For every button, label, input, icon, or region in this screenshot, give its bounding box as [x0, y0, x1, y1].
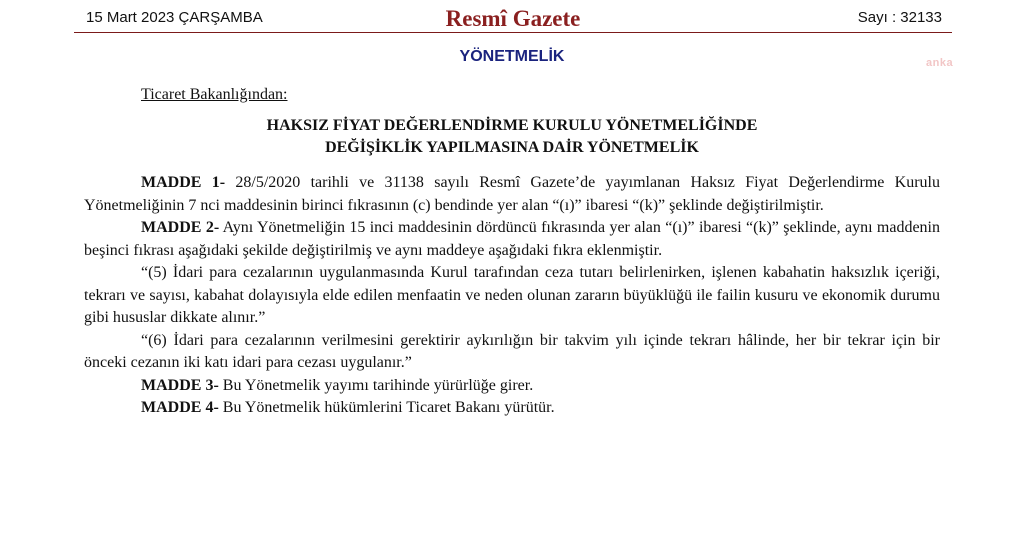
- article-text: Bu Yönetmelik hükümlerini Ticaret Bakanı yürütür.: [218, 399, 555, 416]
- article-paragraph: [84, 375, 940, 398]
- section-heading: YÖNETMELİK: [459, 48, 565, 65]
- article-text: 28/5/2020 tarihli ve 31138 sayılı Resmî Gazete’de yayımlanan Haksız Fiyat Değerlendirme Kurulu Yönetmeliğinin 7 nci maddesinin birinci fıkrasının (c) bendinde yer alan “(ı)” ibaresi “(k)” şeklinde değiştirilmiştir.: [84, 174, 940, 214]
- quoted-clause: [84, 262, 940, 330]
- article-text: Aynı Yönetmeliğin 15 inci maddesinin dördüncü fıkrasında yer alan “(ı)” ibaresi “(k)” şeklinde, aynı maddenin beşinci fıkrası aşağıdaki şekilde değiştirilmiş ve aynı maddeye aşağıdaki fıkra eklenmiştir.: [84, 219, 940, 259]
- clause-text: “(5) İdari para cezalarının uygulanmasında Kurul tarafından ceza tutarı belirlenirken, işlenen kabahatin haksızlık içeriği, tekrarı ve sayısı, kabahat dolayısıyla elde edilen menfaatin ve neden olunan zararın büyüklüğü ile failin kusuru ve ekonomik durumu gibi hususlar dikkate alınır.”: [84, 264, 940, 326]
- article-paragraph: [84, 172, 940, 217]
- clause-text: “(6) İdari para cezalarının verilmesini gerektirir aykırılığın bir takvim yılı içinde tekrarı hâlinde, her bir tekrar için bir önceki cezanın iki katı idari para cezası uygulanır.”: [84, 331, 940, 371]
- regulation-body: [84, 172, 940, 420]
- article-label: MADDE 3-: [141, 376, 219, 394]
- issuing-ministry: Ticaret Bakanlığından:: [141, 86, 288, 103]
- article-text: Bu Yönetmelik yayımı tarihinde yürürlüğe girer.: [218, 376, 534, 394]
- article-label: MADDE 2-: [141, 219, 220, 236]
- article-label: MADDE 1-: [141, 174, 226, 191]
- article-paragraph: [84, 397, 940, 420]
- gazette-header: [74, 4, 952, 33]
- regulation-title: [0, 115, 1024, 159]
- regulation-title-line: DEĞİŞİKLİK YAPILMASINA DAİR YÖNETMELİK: [325, 139, 699, 156]
- regulation-title-line: HAKSIZ FİYAT DEĞERLENDİRME KURULU YÖNETMELİĞİNDE: [266, 117, 758, 134]
- gazette-title: Resmî Gazete: [445, 6, 581, 31]
- publication-date: 15 Mart 2023 ÇARŞAMBA: [86, 9, 263, 26]
- article-paragraph: [84, 217, 940, 262]
- quoted-clause: [84, 330, 940, 375]
- watermark-logo: anka: [926, 57, 954, 69]
- article-label: MADDE 4-: [141, 399, 219, 416]
- issue-number: Sayı : 32133: [857, 9, 942, 26]
